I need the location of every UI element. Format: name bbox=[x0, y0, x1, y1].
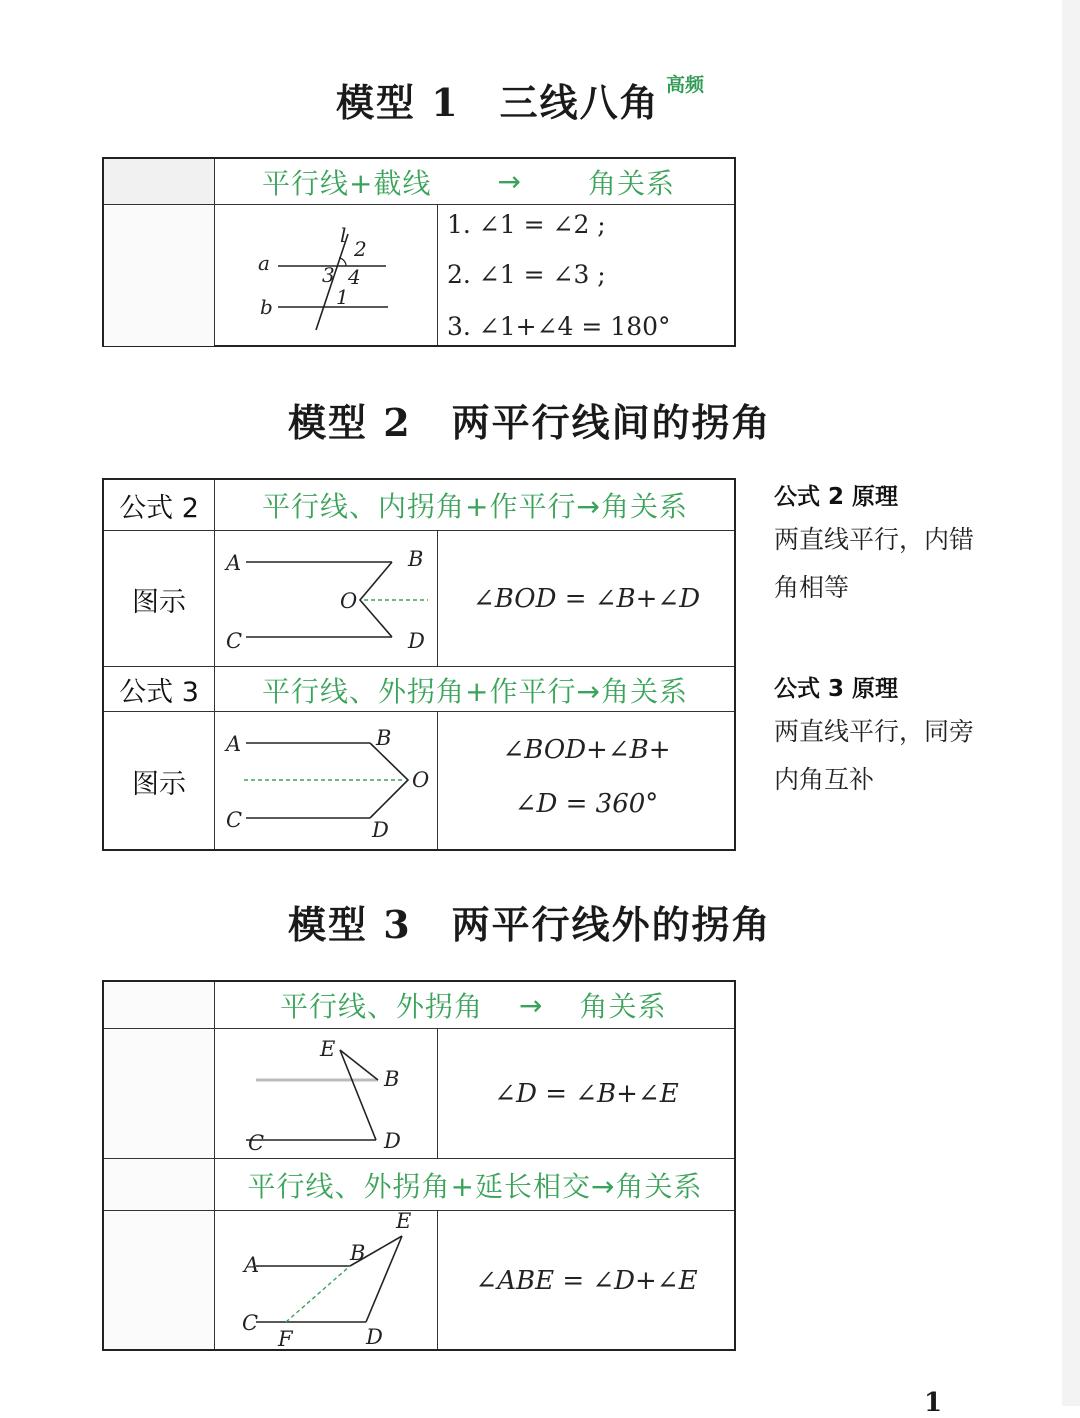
model1-label-cell bbox=[104, 159, 214, 204]
formula2-point-o: O bbox=[340, 589, 358, 613]
formula2-point-c: C bbox=[226, 629, 243, 653]
formula2-header: 平行线、内拐角+作平行→角关系 bbox=[262, 490, 688, 523]
formula2-point-b: B bbox=[408, 547, 424, 571]
formula2-point-a: A bbox=[226, 551, 242, 575]
formula3-point-a: A bbox=[226, 732, 242, 756]
model3-label-column bbox=[104, 982, 214, 1349]
note-formula2-text: 两直线平行，内错角相等 bbox=[774, 525, 975, 602]
model3-row2-point-d: D bbox=[366, 1325, 383, 1349]
model1-name: 三线八角 bbox=[499, 80, 660, 125]
model2-number: 模型 2 bbox=[288, 400, 412, 445]
formula2-figure bbox=[216, 532, 436, 666]
model3-row1-point-d: D bbox=[384, 1129, 401, 1153]
model3-row1-point-b: B bbox=[384, 1067, 400, 1091]
formula3-point-o: O bbox=[412, 768, 430, 792]
model3-row2-point-f: F bbox=[278, 1327, 293, 1349]
page-edge bbox=[1062, 0, 1080, 1406]
note-formula3-head: 公式 3 原理 bbox=[774, 676, 899, 702]
model3-number: 模型 3 bbox=[288, 902, 412, 947]
model3-table bbox=[102, 980, 736, 1351]
frequency-badge: 高频 bbox=[666, 74, 705, 96]
model3-row1-header-right: 角关系 bbox=[579, 990, 667, 1023]
line-l-label: l bbox=[340, 223, 347, 247]
model1-title bbox=[336, 72, 660, 127]
formula3-header: 平行线、外拐角+作平行→角关系 bbox=[262, 674, 688, 708]
formula3-result-line1: ∠BOD+∠B+ bbox=[502, 735, 671, 765]
formula3-point-b: B bbox=[376, 726, 392, 750]
model3-row1-point-c: C bbox=[248, 1131, 265, 1155]
model3-row1-header-left: 平行线、外拐角 bbox=[280, 990, 484, 1023]
line-a-label: a bbox=[258, 251, 270, 275]
formula3-result bbox=[439, 713, 734, 849]
formula2-point-d: D bbox=[408, 629, 425, 653]
model1-header-arrow: → bbox=[497, 165, 522, 198]
model2-name: 两平行线间的拐角 bbox=[451, 400, 772, 445]
model1-relations bbox=[439, 204, 735, 345]
model1-figure-label-cell bbox=[104, 206, 214, 346]
model3-row1-figure bbox=[216, 1030, 436, 1158]
model1-number: 模型 1 bbox=[336, 80, 460, 125]
angle-3-label: 3 bbox=[322, 263, 335, 287]
model3-row1-point-e: E bbox=[320, 1037, 336, 1061]
model3-name: 两平行线外的拐角 bbox=[451, 902, 772, 947]
note-formula3-text: 两直线平行，同旁内角互补 bbox=[774, 717, 975, 794]
angle-4-label: 4 bbox=[348, 265, 361, 289]
model1-header bbox=[216, 159, 734, 204]
model3-row2-point-c: C bbox=[242, 1311, 259, 1335]
formula3-figure bbox=[216, 713, 436, 849]
model3-row1-header bbox=[216, 982, 734, 1028]
relation-1: 1. ∠1 = ∠2 ; bbox=[447, 210, 606, 239]
model1-figure bbox=[216, 206, 436, 344]
line-b-label: b bbox=[260, 295, 273, 319]
note-formula2-head: 公式 2 原理 bbox=[774, 484, 899, 510]
relation-2: 2. ∠1 = ∠3 ; bbox=[447, 260, 606, 289]
model3-row2-figure bbox=[216, 1212, 436, 1349]
formula2-figure-label: 图示 bbox=[132, 586, 186, 618]
model1-header-left: 平行线+截线 bbox=[262, 166, 432, 200]
formula2-result: ∠BOD = ∠B+∠D bbox=[472, 584, 701, 614]
model3-title bbox=[288, 894, 772, 949]
model3-row1-result: ∠D = ∠B+∠E bbox=[494, 1079, 679, 1109]
angle-2-label: 2 bbox=[354, 237, 367, 261]
angle-1-label: 1 bbox=[336, 285, 349, 309]
model1-header-right: 角关系 bbox=[587, 166, 675, 200]
model2-title bbox=[288, 392, 772, 447]
formula3-figure-label: 图示 bbox=[132, 768, 186, 800]
model3-row1-header-arrow: → bbox=[519, 988, 544, 1022]
formula2-label: 公式 2 bbox=[119, 492, 199, 524]
relation-3: 3. ∠1+∠4 = 180° bbox=[447, 312, 671, 341]
model3-row2-header: 平行线、外拐角+延长相交→角关系 bbox=[247, 1170, 703, 1203]
model3-row2-result: ∠ABE = ∠D+∠E bbox=[475, 1265, 698, 1296]
model3-row2-point-b: B bbox=[350, 1241, 366, 1265]
model2-table bbox=[102, 478, 736, 851]
model3-row2-point-e: E bbox=[396, 1212, 412, 1233]
page-number: 1 bbox=[924, 1388, 943, 1418]
formula3-point-d: D bbox=[372, 818, 389, 842]
model3-row2-point-a: A bbox=[244, 1253, 260, 1277]
formula3-label: 公式 3 bbox=[119, 677, 199, 708]
formula3-result-line2: ∠D = 360° bbox=[514, 789, 659, 819]
formula3-point-c: C bbox=[226, 808, 243, 832]
model1-table bbox=[102, 157, 736, 347]
